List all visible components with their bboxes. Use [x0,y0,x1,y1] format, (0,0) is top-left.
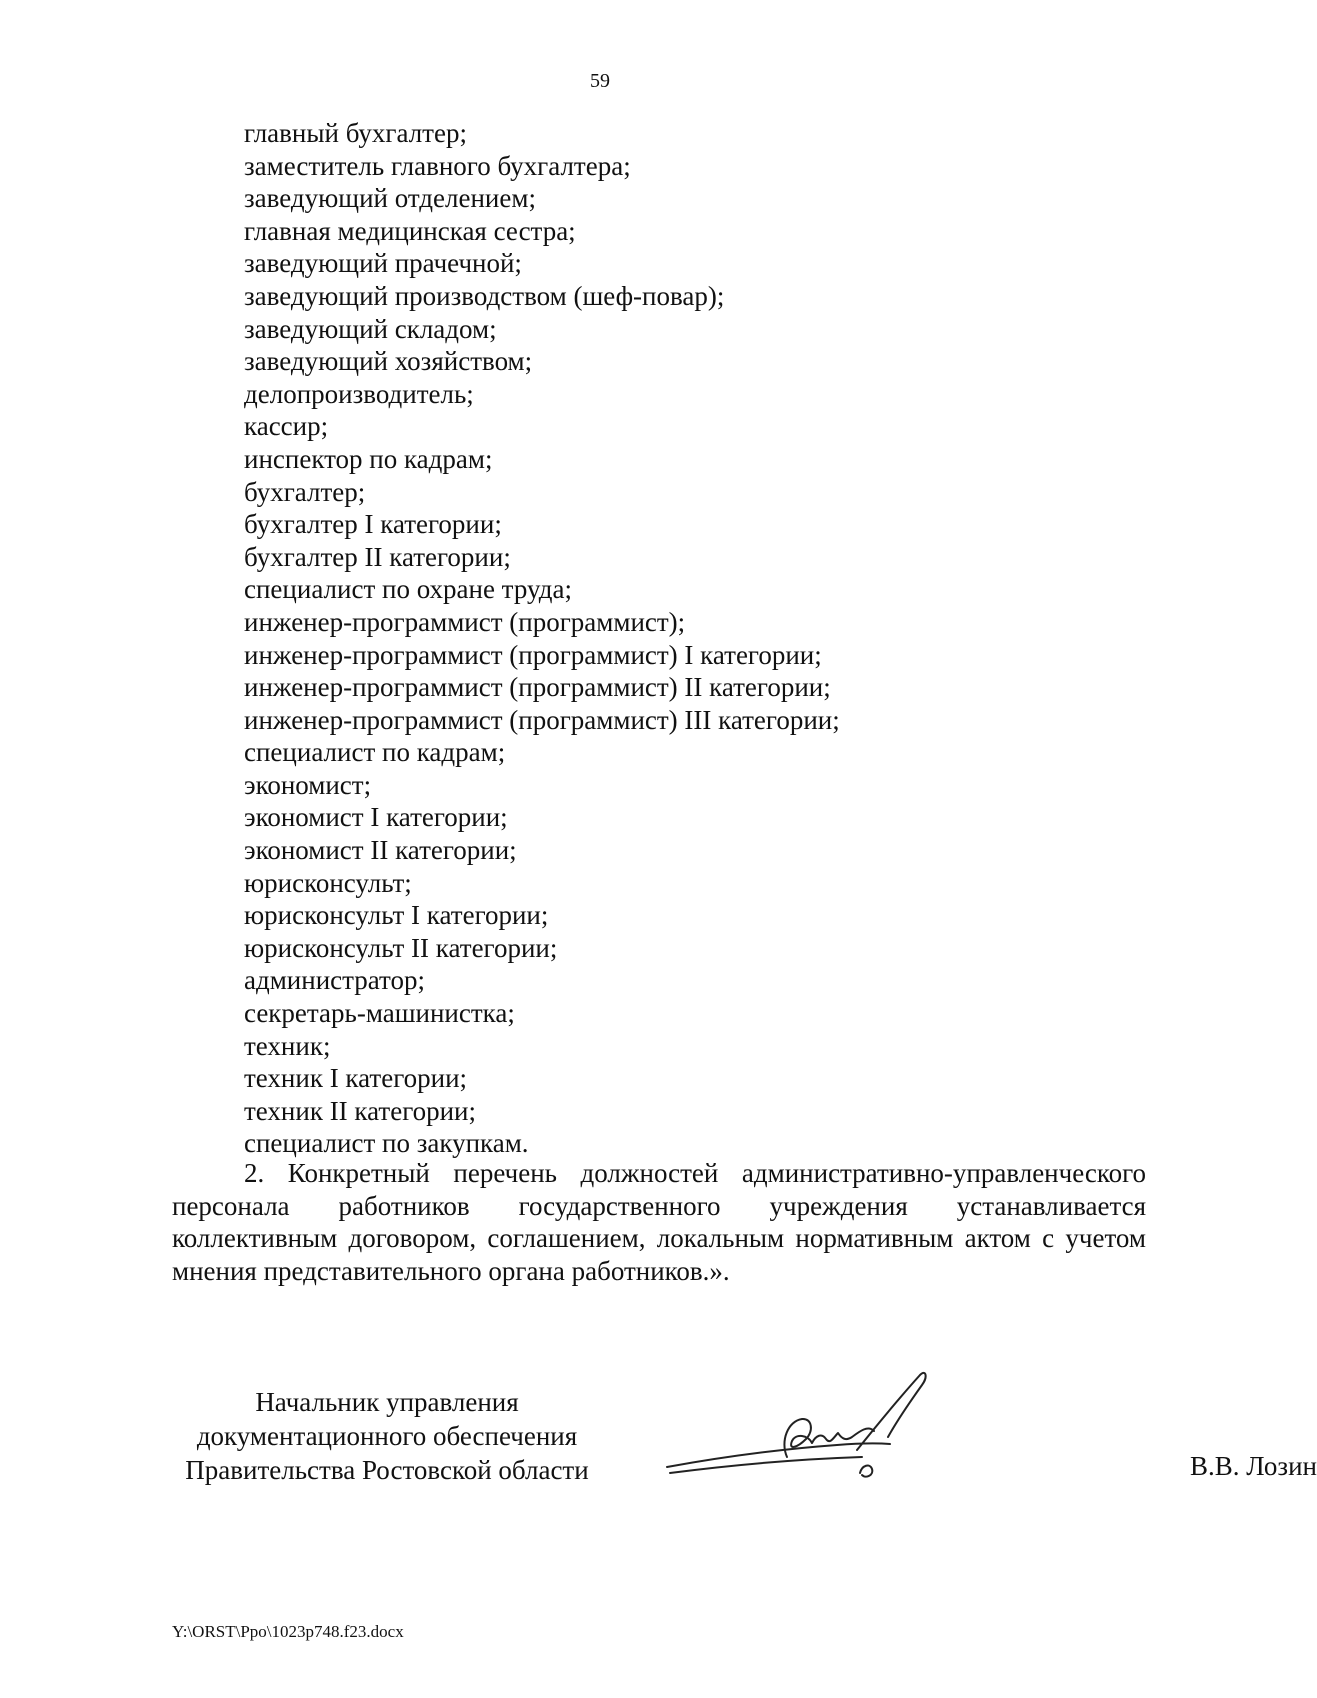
list-item: заведующий прачечной; [244,248,522,279]
list-item: делопроизводитель; [244,378,474,409]
signatory-title-line: Начальник управления [255,1387,519,1417]
list-item: кассир; [244,411,329,442]
list-item: экономист; [244,769,372,800]
signatory-title-line: Правительства Ростовской области [185,1455,589,1485]
list-item: инженер-программист (программист) I категории; [244,639,822,670]
list-item: техник II категории; [244,1095,477,1126]
list-item: юрисконсульт; [244,867,412,898]
list-item: администратор; [244,965,425,996]
list-item: заведующий складом; [244,313,497,344]
list-item: инспектор по кадрам; [244,443,493,474]
list-item: заведующий производством (шеф-повар); [244,280,725,311]
signatory-title-line: документационного обеспечения [196,1421,578,1451]
list-item: экономист II категории; [244,835,517,866]
list-item: бухгалтер I категории; [244,509,502,540]
signatory-name: В.В. Лозин [1190,1451,1317,1481]
page-number: 59 [590,70,610,92]
list-item: специалист по охране труда; [244,574,572,605]
list-item: главный бухгалтер; [244,118,467,148]
list-item: заместитель главного бухгалтера; [244,150,631,181]
list-item: заведующий отделением; [244,183,536,214]
list-item: инженер-программист (программист) II категории; [244,672,831,703]
signatory-title [172,1385,602,1487]
list-item: специалист по закупкам. [244,1128,529,1159]
list-item: главная медицинская сестра; [244,215,576,246]
list-item: экономист I категории; [244,802,508,833]
file-path: Y:\ORST\Ppo\1023p748.f23.docx [172,1622,404,1641]
list-item: юрисконсульт II категории; [244,932,558,963]
list-item: секретарь-машинистка; [244,998,515,1029]
list-item: бухгалтер II категории; [244,541,511,572]
list-item: бухгалтер; [244,476,366,507]
handwritten-signature [662,1355,952,1505]
list-item: специалист по кадрам; [244,737,506,768]
list-item: инженер-программист (программист) III категории; [244,704,840,735]
list-item: техник I категории; [244,1063,468,1094]
list-item: заведующий хозяйством; [244,346,533,377]
list-item: инженер-программист (программист); [244,606,686,637]
paragraph-2: 2. Конкретный перечень должностей административно-управленческого персонала работников государственного учреждения устанавливается коллективным договором, соглашением, локальным нормативным актом с учетом мнения представительного органа работников.». [172,1158,1146,1286]
list-item: юрисконсульт I категории; [244,900,549,931]
position-list [244,117,840,1160]
list-item: техник; [244,1030,331,1061]
